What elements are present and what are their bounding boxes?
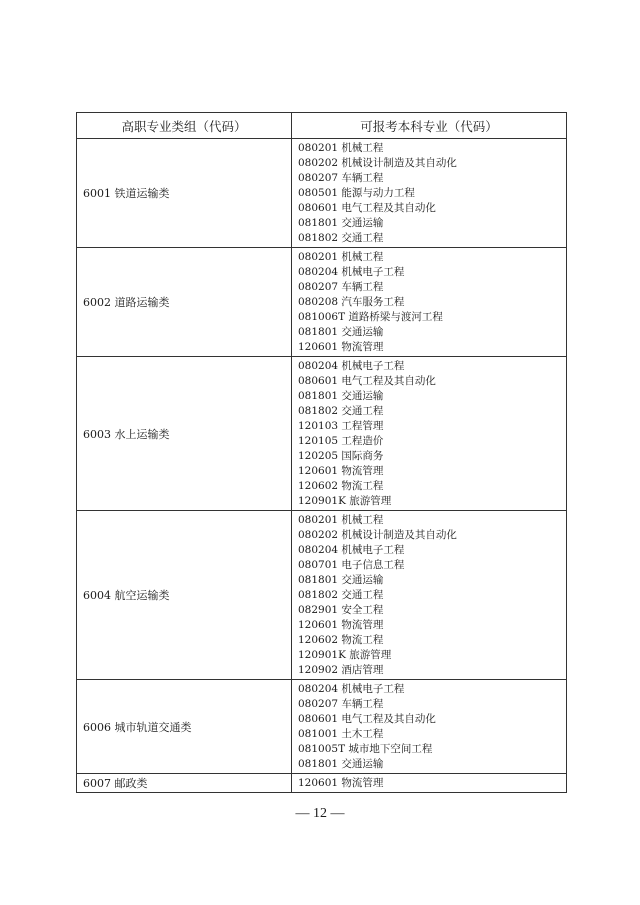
major-item: 080204 机械电子工程 [298, 544, 405, 556]
majors-cell [292, 139, 567, 248]
major-item: 120901K 旅游管理 [298, 495, 392, 507]
table-body [77, 139, 567, 793]
major-item: 120602 物流工程 [298, 634, 384, 646]
header-category-column: 高职专业类组（代码） [77, 113, 292, 139]
page-number: — 12 — [295, 806, 345, 821]
majors-table [76, 112, 567, 793]
major-item: 080202 机械设计制造及其自动化 [298, 157, 457, 169]
major-item: 080601 电气工程及其自动化 [298, 713, 436, 725]
major-item: 081801 交通运输 [298, 390, 384, 402]
major-item: 120601 物流管理 [298, 465, 384, 477]
header-majors-column: 可报考本科专业（代码） [292, 113, 567, 139]
major-item: 080207 车辆工程 [298, 172, 384, 184]
major-item: 080202 机械设计制造及其自动化 [298, 529, 457, 541]
majors-cell [292, 357, 567, 511]
category-cell: 6002 道路运输类 [77, 248, 292, 357]
table-row [77, 248, 567, 357]
table-row [77, 511, 567, 680]
table-row [77, 357, 567, 511]
category-cell: 6007 邮政类 [77, 774, 292, 793]
major-item: 120105 工程造价 [298, 435, 384, 447]
category-cell: 6001 铁道运输类 [77, 139, 292, 248]
major-item: 080501 能源与动力工程 [298, 187, 415, 199]
major-item: 081801 交通运输 [298, 217, 384, 229]
major-item: 081801 交通运输 [298, 326, 384, 338]
major-item: 080201 机械工程 [298, 251, 384, 263]
category-cell: 6004 航空运输类 [77, 511, 292, 680]
major-item: 081802 交通工程 [298, 232, 384, 244]
table-header-row [77, 113, 567, 139]
table-row [77, 680, 567, 774]
major-item: 081005T 城市地下空间工程 [298, 743, 433, 755]
major-item: 120601 物流管理 [298, 619, 384, 631]
major-item: 120601 物流管理 [298, 777, 384, 789]
major-item: 080207 车辆工程 [298, 698, 384, 710]
major-item: 080701 电子信息工程 [298, 559, 405, 571]
major-item: 081801 交通运输 [298, 758, 384, 770]
category-cell: 6006 城市轨道交通类 [77, 680, 292, 774]
major-item: 120205 国际商务 [298, 450, 384, 462]
major-item: 120601 物流管理 [298, 341, 384, 353]
major-item: 080207 车辆工程 [298, 281, 384, 293]
major-item: 081001 土木工程 [298, 728, 384, 740]
major-item: 120902 酒店管理 [298, 664, 384, 676]
major-item: 080208 汽车服务工程 [298, 296, 405, 308]
major-item: 081802 交通工程 [298, 405, 384, 417]
majors-cell [292, 774, 567, 793]
major-item: 080204 机械电子工程 [298, 360, 405, 372]
major-item: 120103 工程管理 [298, 420, 384, 432]
table-row [77, 774, 567, 793]
major-item: 081802 交通工程 [298, 589, 384, 601]
major-item: 080601 电气工程及其自动化 [298, 375, 436, 387]
major-item: 081801 交通运输 [298, 574, 384, 586]
major-item: 080204 机械电子工程 [298, 683, 405, 695]
major-item: 080204 机械电子工程 [298, 266, 405, 278]
majors-cell [292, 511, 567, 680]
major-item: 081006T 道路桥梁与渡河工程 [298, 311, 443, 323]
major-item: 082901 安全工程 [298, 604, 384, 616]
majors-cell [292, 680, 567, 774]
table-row [77, 139, 567, 248]
major-item: 120602 物流工程 [298, 480, 384, 492]
major-item: 120901K 旅游管理 [298, 649, 392, 661]
major-item: 080201 机械工程 [298, 142, 384, 154]
major-item: 080201 机械工程 [298, 514, 384, 526]
category-cell: 6003 水上运输类 [77, 357, 292, 511]
majors-cell [292, 248, 567, 357]
major-item: 080601 电气工程及其自动化 [298, 202, 436, 214]
